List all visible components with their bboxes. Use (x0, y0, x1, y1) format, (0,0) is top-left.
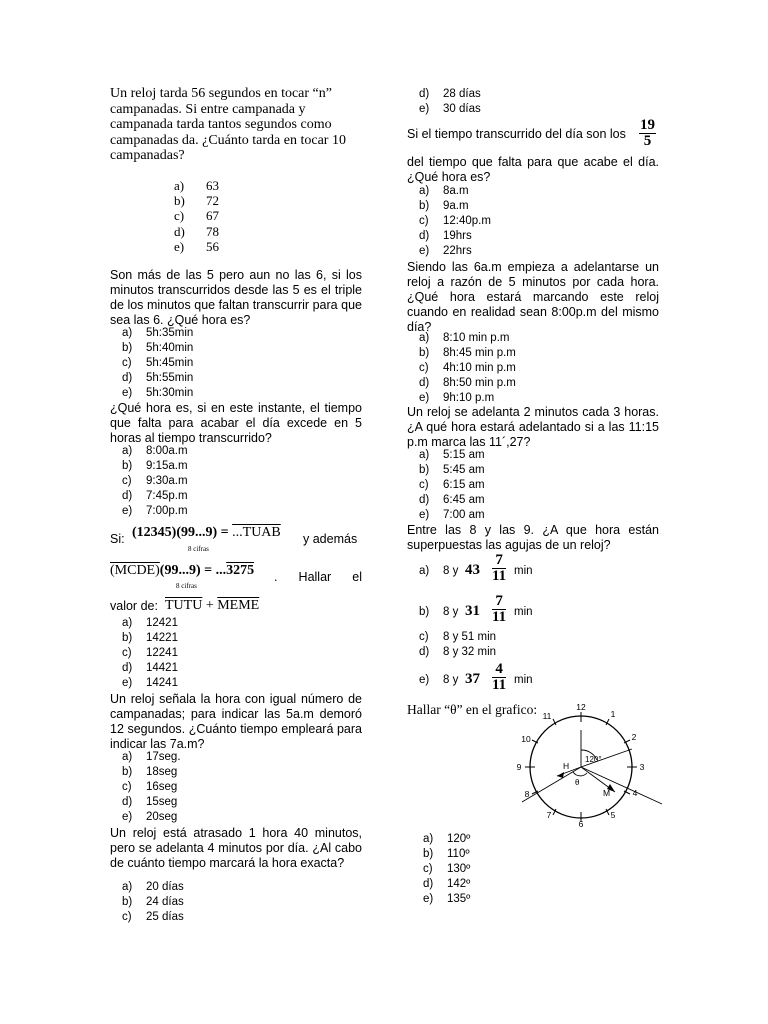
q7-option-e[interactable]: e) 22hrs (419, 245, 472, 258)
cifras-note-2: 8 cifras (176, 582, 197, 590)
q6-option-b[interactable]: b) 24 días (122, 896, 184, 909)
q1-option-d[interactable]: d) 78 (174, 223, 219, 239)
q2-option-c[interactable]: c) 5h:45min (122, 357, 194, 370)
question-3-text: ¿Qué hora es, si en este instante, el tiempo que falta para acabar el día excede en 5 horas al tiempo transcurrido? (110, 401, 362, 445)
si-label: Si: (110, 532, 125, 546)
angle-label-120: 120° (585, 755, 602, 764)
question-8-options (407, 331, 659, 406)
hour-hand-arrow (557, 772, 564, 778)
clock-number-3: 3 (639, 762, 645, 772)
q5-option-b[interactable]: b) 18seg (122, 766, 178, 779)
hour-hand-label: H (563, 761, 570, 771)
clock-number-11: 11 (542, 711, 552, 721)
clock-number-4: 4 (632, 788, 638, 798)
q9-option-e[interactable]: e) 7:00 am (419, 509, 485, 522)
q9-option-a[interactable]: a) 5:15 am (419, 449, 485, 461)
question-1-text: Un reloj tarda 56 segundos en tocar “n” campanadas. Si entre campanada y campanada tarda tantos segundos como campanadas da. ¿Cuánto tarda en tocar 10 campanadas? (110, 86, 346, 163)
q10-option-c[interactable]: c) 8 y 51 min (419, 631, 497, 643)
q9-option-d[interactable]: d) 6:45 am (419, 494, 485, 507)
cifras-note-1: 8 cifras (188, 545, 209, 553)
valor-label: valor de: (110, 599, 158, 613)
q7-option-b[interactable]: b) 9a.m (419, 200, 469, 213)
q1-option-c[interactable]: c) 67 (174, 208, 219, 224)
clock-number-7: 7 (546, 810, 552, 820)
question-8-text: Siendo las 6a.m empieza a adelantarse un reloj a razón de 5 minutos por cada hora. ¿Qué hora estará marcando este reloj cuando en realidad sean 8:00p.m del mismo día? (407, 260, 659, 334)
question-4-options (110, 616, 362, 691)
clock-diagram (497, 700, 667, 830)
q2-option-a[interactable]: a) 5h:35min (122, 327, 194, 339)
q4-option-e[interactable]: e) 14241 (122, 677, 178, 690)
question-7-text: del tiempo que falta para que acabe el día. ¿Qué hora es? (407, 155, 659, 184)
q9-option-c[interactable]: c) 6:15 am (419, 479, 485, 492)
q2-option-b[interactable]: b) 5h:40min (122, 342, 194, 355)
clock-number-9: 9 (516, 762, 522, 772)
question-7-line-1: Si el tiempo transcurrido del día son los $\frac{19}{5}$ (407, 117, 655, 149)
hallar-label: . Hallar el (274, 570, 362, 584)
q5-option-c[interactable]: c) 16seg (122, 781, 178, 794)
clock-number-8: 8 (524, 789, 530, 799)
q5-option-a[interactable]: a) 17seg. (122, 751, 181, 763)
q1-option-b[interactable]: b) 72 (174, 193, 219, 209)
question-9-text: Un reloj se adelanta 2 minutos cada 3 horas. ¿A qué hora estará adelantado si a las 11:15 p.m marca las 11´,27? (407, 405, 659, 449)
q11-option-b[interactable]: b) 110º (423, 848, 470, 861)
clock-number-2: 2 (631, 732, 637, 742)
question-10-options-cd (407, 630, 659, 660)
clock-number-12: 12 (576, 702, 586, 712)
expression-1: (12345)(99...9) = ...TUAB (132, 525, 281, 540)
minute-hand-label: M (603, 788, 611, 798)
q4-option-b[interactable]: b) 14221 (122, 632, 178, 645)
question-4-line-3 (110, 597, 362, 617)
q4-option-d[interactable]: d) 14421 (122, 662, 178, 675)
q7-option-a[interactable]: a) 8a.m (419, 185, 469, 197)
q7-option-d[interactable]: d) 19hrs (419, 230, 472, 243)
q8-option-b[interactable]: b) 8h:45 min p.m (419, 347, 516, 360)
q8-option-a[interactable]: a) 8:10 min p.m (419, 332, 510, 344)
ademas-label: y además (303, 532, 358, 546)
question-6-options-part-1 (110, 880, 362, 925)
q11-option-a[interactable]: a) 120º (423, 833, 471, 845)
expression-2: (MCDE)(99...9) = ...3275 (110, 563, 255, 578)
q11-option-c[interactable]: c) 130º (423, 863, 471, 876)
q5-option-e[interactable]: e) 20seg (122, 811, 178, 824)
question-10-text: Entre las 8 y las 9. ¿A que hora están superpuestas las agujas de un reloj? (407, 523, 659, 552)
q11-option-e[interactable]: e) 135º (423, 893, 471, 906)
question-3-options (110, 444, 362, 519)
clock-number-6: 6 (578, 819, 584, 829)
q11-option-d[interactable]: d) 142º (423, 878, 471, 891)
question-9-options (407, 448, 659, 523)
question-2-options (110, 326, 362, 401)
q10-option-b[interactable]: b) 8 y 31 $\frac{7}{11}$ min (419, 593, 533, 625)
question-4-line-2 (110, 560, 362, 596)
q7-option-c[interactable]: c) 12:40p.m (419, 215, 491, 228)
q9-option-b[interactable]: b) 5:45 am (419, 464, 485, 477)
q8-option-c[interactable]: c) 4h:10 min p.m (419, 362, 516, 375)
question-11-text: Hallar “θ” en el grafico: (407, 702, 538, 717)
question-5-text: Un reloj señala la hora con igual número de campanadas; para indicar las 5a.m demoró 12 segundos. ¿Cuánto tiempo empleará para indicar las 7a.m? (110, 692, 362, 751)
q10-option-e[interactable]: e) 8 y 37 $\frac{4}{11}$ min (419, 661, 533, 693)
q10-option-a[interactable]: a) 8 y 43 $\frac{7}{11}$ min (419, 552, 533, 584)
clock-number-1: 1 (610, 709, 616, 719)
clock-number-10: 10 (521, 734, 531, 744)
q3-option-d[interactable]: d) 7:45p.m (122, 490, 188, 503)
q1-option-a[interactable]: a) 63 (174, 178, 219, 193)
q3-option-c[interactable]: c) 9:30a.m (122, 475, 188, 488)
question-7-options (407, 184, 659, 259)
q2-option-e[interactable]: e) 5h:30min (122, 387, 194, 400)
q10-option-d[interactable]: d) 8 y 32 min (419, 646, 497, 659)
q4-option-c[interactable]: c) 12241 (122, 647, 178, 660)
q8-option-d[interactable]: d) 8h:50 min p.m (419, 377, 516, 390)
valor-expression: TUTU + MEME (165, 598, 260, 613)
question-5-options (110, 750, 362, 825)
q2-option-d[interactable]: d) 5h:55min (122, 372, 194, 385)
question-6-options-part-2 (407, 87, 659, 117)
clock-number-5: 5 (610, 810, 616, 820)
q6-option-d[interactable]: d) 28 días (419, 88, 481, 100)
question-11-options (407, 832, 659, 907)
q4-option-a[interactable]: a) 12421 (122, 617, 178, 629)
q8-option-e[interactable]: e) 9h:10 p.m (419, 392, 495, 405)
theta-arc (573, 772, 587, 776)
theta-label: θ (575, 778, 580, 787)
q3-option-b[interactable]: b) 9:15a.m (122, 460, 188, 473)
q6-option-c[interactable]: c) 25 días (122, 911, 184, 924)
q6-option-a[interactable]: a) 20 días (122, 881, 184, 893)
q5-option-d[interactable]: d) 15seg (122, 796, 178, 809)
question-6-text: Un reloj está atrasado 1 hora 40 minutos, pero se adelanta 4 minutos por día. ¿Al cabo de cuánto tiempo marcará la hora exacta? (110, 826, 362, 870)
q3-option-a[interactable]: a) 8:00a.m (122, 445, 188, 457)
question-2-text: Son más de las 5 pero aun no las 6, si los minutos transcurridos desde las 5 es el triple de los minutos que faltan transcurrir para que sea las 6. ¿Qué hora es? (110, 268, 362, 327)
fraction-19-5: $\frac{19}{5}$ (640, 117, 655, 149)
q3-option-e[interactable]: e) 7:00p.m (122, 505, 188, 518)
question-1-options (110, 178, 362, 254)
q1-option-e[interactable]: e) 56 (174, 238, 219, 254)
q6-option-e[interactable]: e) 30 días (419, 103, 481, 116)
question-4-line-1 (110, 522, 362, 562)
